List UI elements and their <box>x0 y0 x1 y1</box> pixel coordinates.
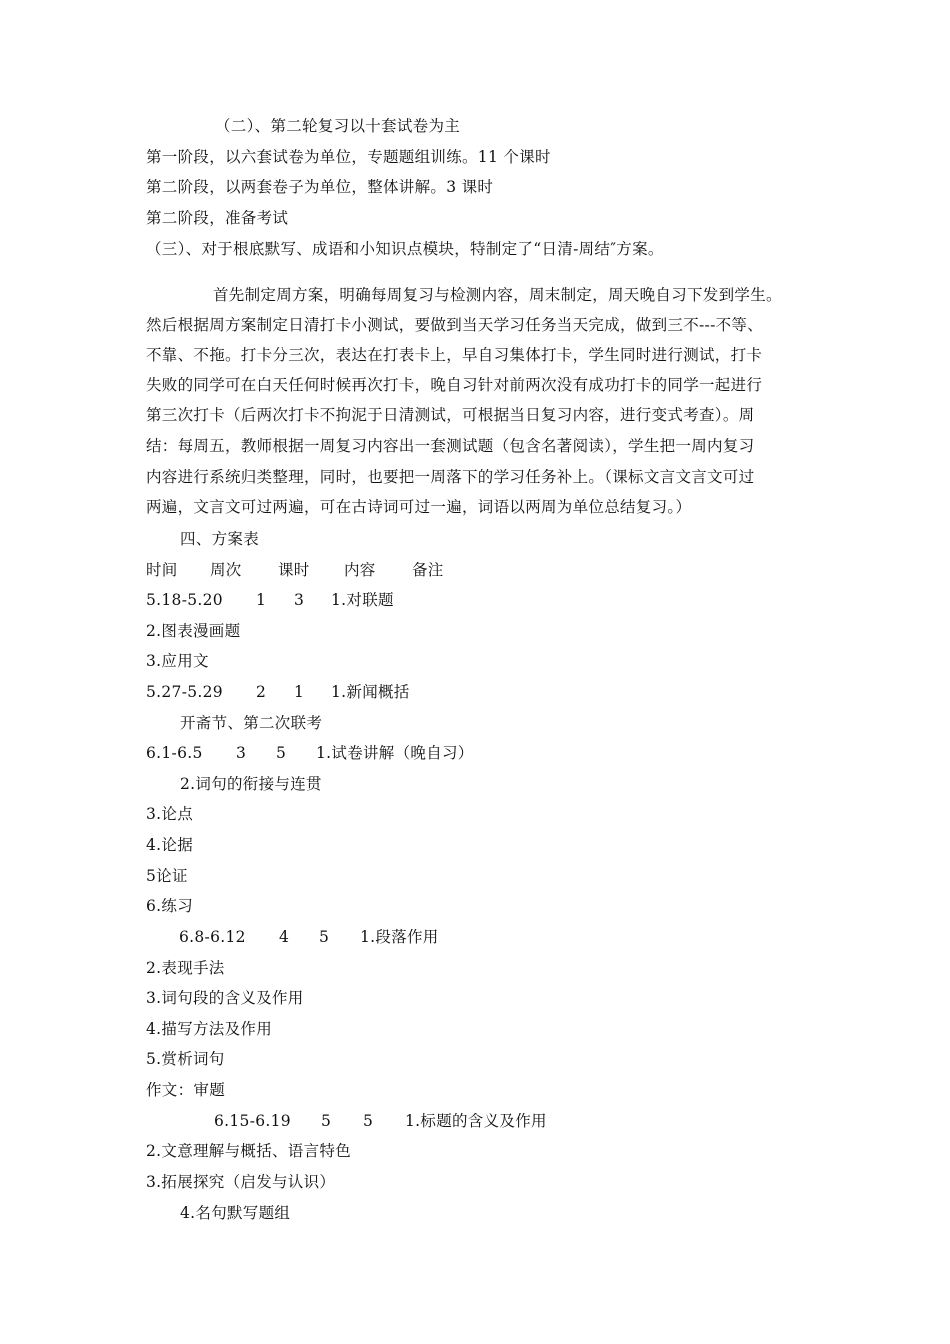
paragraph-line: 失败的同学可在白天任何时候再次打卡，晚自习针对前两次没有成功打卡的同学一起进行 <box>146 376 763 394</box>
table-header-row <box>146 560 444 580</box>
paragraph-line: 内容进行系统归类整理，同时，也要把一周落下的学习任务补上。（课标文言文言文可过 <box>146 468 755 486</box>
list-item: 3.词句段的含义及作用 <box>146 989 304 1007</box>
list-item: 2.表现手法 <box>146 959 225 977</box>
header-time: 时间 <box>146 561 178 579</box>
section2-line-3: 第二阶段，准备考试 <box>146 209 289 227</box>
row-content: 1.标题的含义及作用 <box>405 1112 547 1130</box>
section4-heading: 四、方案表 <box>180 530 260 548</box>
list-item: 3.论点 <box>146 805 193 823</box>
row-week: 3 <box>236 744 247 762</box>
list-item: 4.描写方法及作用 <box>146 1020 272 1038</box>
paragraph-line: 结：每周五，教师根据一周复习内容出一套测试题（包含名著阅读），学生把一周内复习 <box>146 437 755 455</box>
list-item: 2.图表漫画题 <box>146 622 241 640</box>
paragraph-line: 不靠、不拖。打卡分三次，表达在打表卡上，早自习集体打卡，学生同时进行测试，打卡 <box>146 346 763 364</box>
row-time: 6.15-6.19 <box>214 1112 291 1130</box>
section2-heading: （二）、第二轮复习以十套试卷为主 <box>215 117 461 135</box>
row-week: 2 <box>256 683 267 701</box>
header-notes: 备注 <box>412 561 444 579</box>
header-content: 内容 <box>344 561 376 579</box>
table-row <box>146 590 394 610</box>
row-content: 1.试卷讲解（晚自习） <box>316 744 474 762</box>
list-item: 5.赏析词句 <box>146 1050 225 1068</box>
header-hours: 课时 <box>278 561 310 579</box>
list-item: 3.拓展探究（启发与认识） <box>146 1173 336 1191</box>
header-week: 周次 <box>210 561 242 579</box>
row-week: 5 <box>321 1112 332 1130</box>
table-row <box>179 927 439 947</box>
row-week: 4 <box>279 928 290 946</box>
list-item: 2.文意理解与概括、语言特色 <box>146 1142 351 1160</box>
list-item: 开斋节、第二次联考 <box>180 714 323 732</box>
list-item: 3.应用文 <box>146 652 209 670</box>
list-item: 6.练习 <box>146 897 193 915</box>
row-hours: 5 <box>363 1112 374 1130</box>
section3-heading: （三）、对于根底默写、成语和小知识点模块，特制定了“日清-周结″方案。 <box>146 240 664 258</box>
row-time: 5.27-5.29 <box>146 683 223 701</box>
row-week: 1 <box>256 591 267 609</box>
table-row <box>146 682 410 702</box>
row-hours: 5 <box>319 928 330 946</box>
row-time: 5.18-5.20 <box>146 591 223 609</box>
paragraph-line: 两遍，文言文可过两遍，可在古诗词可过一遍，词语以两周为单位总结复习。） <box>146 498 692 516</box>
list-item: 4.论据 <box>146 836 193 854</box>
table-row <box>214 1111 547 1131</box>
table-row <box>146 743 474 763</box>
section2-line-1: 第一阶段，以六套试卷为单位，专题题组训练。11 个课时 <box>146 148 551 166</box>
paragraph-line: 第三次打卡（后两次打卡不拘泥于日清测试，可根据当日复习内容，进行变式考查）。周 <box>146 406 755 424</box>
paragraph-line: 首先制定周方案，明确每周复习与检测内容，周末制定，周天晚自习下发到学生。 <box>213 286 782 304</box>
paragraph-line: 然后根据周方案制定日清打卡小测试，要做到当天学习任务当天完成，做到三不---不等、 <box>146 316 764 334</box>
row-time: 6.8-6.12 <box>179 928 246 946</box>
list-item: 5论证 <box>146 867 188 885</box>
list-item: 4.名句默写题组 <box>180 1204 291 1222</box>
list-item: 作文：审题 <box>146 1081 226 1099</box>
section2-line-2: 第二阶段，以两套卷子为单位，整体讲解。3 课时 <box>146 178 494 196</box>
row-content: 1.新闻概括 <box>331 683 410 701</box>
row-hours: 3 <box>294 591 305 609</box>
row-content: 1.对联题 <box>331 591 394 609</box>
row-content: 1.段落作用 <box>360 928 439 946</box>
list-item: 2.词句的衔接与连贯 <box>180 775 322 793</box>
row-time: 6.1-6.5 <box>146 744 203 762</box>
row-hours: 1 <box>294 683 305 701</box>
row-hours: 5 <box>276 744 287 762</box>
